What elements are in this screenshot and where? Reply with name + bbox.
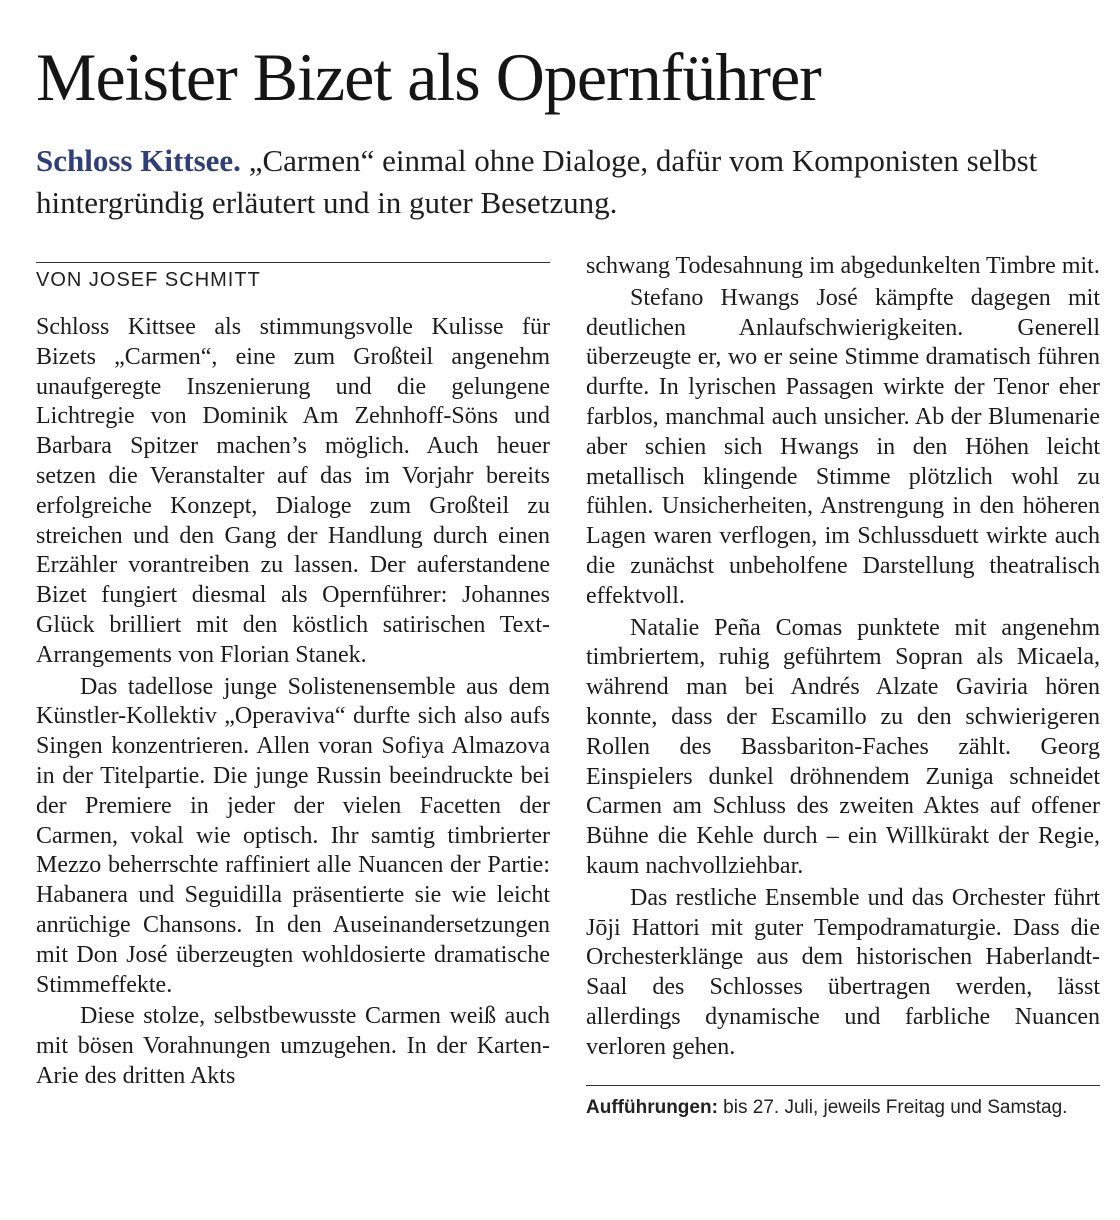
article-paragraph: Das restliche Ensemble und das Orchester führt Jōji Hattori mit guter Tempodramaturgie. Dass die Orchesterklänge aus dem historischen Haberlandt-Saal des Schlosses übertragen werden, lässt allerdings dynamische und farbliche Nuancen verloren gehen.	[586, 884, 1100, 1060]
article-paragraph: Diese stolze, selbstbewusste Carmen weiß auch mit bösen Vorahnungen umzugehen. In der Karten-Arie des dritten Akts	[36, 1003, 550, 1089]
performance-info-label: Aufführungen:	[586, 1096, 718, 1118]
article-subtitle-text: „Carmen“ einmal ohne Dialoge, dafür vom Komponisten selbst hintergründig erläutert und in guter Besetzung.	[36, 143, 1038, 220]
article-headline: Meister Bizet als Opernführer	[36, 39, 821, 115]
article-paragraph: Stefano Hwangs José kämpfte dagegen mit deutlichen Anlaufschwierigkeiten. Generell überzeugte er, wo er seine Stimme dramatisch führen durfte. In lyrischen Passagen wirkte der Tenor eher farblos, manchmal auch unsicher. Ab der Blumenarie aber schien sich Hwangs in den Höhen leicht metallisch klingende Stimme plötzlich wohl zu fühlen. Unsicherheiten, Anstrengung in den höheren Lagen waren verflogen, im Schlussduett wirkte auch die zunächst unbeholfene Darstellung theatralisch effektvoll.	[586, 284, 1100, 609]
article-column-left	[36, 262, 550, 1094]
article-column-right	[586, 252, 1100, 1120]
article-paragraph: schwang Todesahnung im abgedunkelten Timbre mit.	[586, 253, 1100, 279]
article-subtitle	[36, 140, 1096, 224]
article-paragraph: Schloss Kittsee als stimmungsvolle Kulisse für Bizets „Carmen“, eine zum Großteil angenehm unaufgeregte Inszenierung und die gelungene Lichtregie von Dominik Am Zehnhoff-Söns und Barbara Spitzer machen’s möglich. Auch heuer setzen die Veranstalter auf das im Vorjahr bereits erfolgreiche Konzept, Dialoge zum Großteil zu streichen und den Gang der Handlung durch einen Erzähler vorantreiben zu lassen. Der auferstandene Bizet fungiert diesmal als Opernführer: Johannes Glück brilliert mit den köstlich satirischen Text-Arrangements von Florian Stanek.	[36, 314, 550, 668]
article-paragraph: Natalie Peña Comas punktete mit angenehm timbriertem, ruhig geführtem Sopran als Micaela, während man bei Andrés Alzate Gaviria hören konnte, dass der Escamillo zu den schwierigeren Rollen des Bassbariton-Faches zählt. Georg Einspielers dunkel dröhnendem Zuniga schneidet Carmen am Schluss des zweiten Aktes auf offener Bühne die Kehle durch – ein Willkürakt der Regie, kaum nachvollziehbar.	[586, 614, 1100, 879]
article-kicker: Schloss Kittsee.	[36, 143, 241, 178]
article-paragraph: Das tadellose junge Solistenensemble aus dem Künstler-Kollektiv „Operaviva“ durfte sich also aufs Singen konzentrieren. Allen voran Sofiya Almazova in der Titelpartie. Die junge Russin beeindruckte bei der Premiere in jeder der vielen Facetten der Carmen, vokal wie optisch. Ihr samtig timbrierter Mezzo beherrschte raffiniert alle Nuancen der Partie: Habanera und Seguidilla präsentierte sie wie leicht anrüchige Chansons. In den Auseinandersetzungen mit Don José überzeugten wohldosierte dramatische Stimmeffekte.	[36, 673, 550, 998]
performance-info-text: bis 27. Juli, jeweils Freitag und Samstag.	[717, 1096, 1068, 1118]
performance-info	[586, 1085, 1100, 1120]
article-byline: VON JOSEF SCHMITT	[36, 269, 261, 291]
